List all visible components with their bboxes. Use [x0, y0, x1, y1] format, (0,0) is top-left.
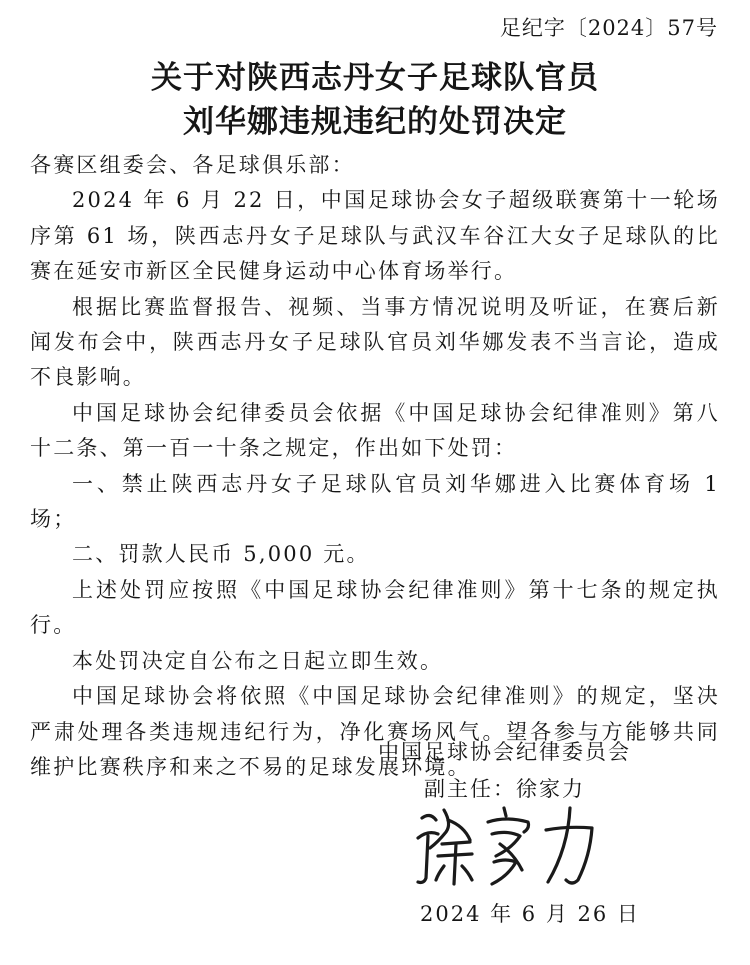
paragraph-effective: 本处罚决定自公布之日起立即生效。 — [72, 648, 444, 673]
paragraph-execution: 上述处罚应按照《中国足球协会纪律准则》第十七条的规定执行。 — [30, 577, 720, 638]
handwritten-signature — [408, 800, 608, 890]
paragraph-penalty-ban: 一、禁止陕西志丹女子足球队官员刘华娜进入比赛体育场 1 场； — [30, 471, 720, 532]
signature-role: 副主任：徐家力 — [424, 777, 585, 801]
paragraph-closing: 中国足球协会将依照《中国足球协会纪律准则》的规定，坚决严肃处理各类违规违纪行为，净化赛场风气。望各参与方能够共同维护比赛秩序和来之不易的足球发展环境。 — [30, 684, 720, 779]
paragraph-penalty-fine: 二、罚款人民币 5,000 元。 — [72, 542, 370, 567]
handwritten-signature-graphic — [408, 800, 608, 890]
paragraph-match-info: 2024 年 6 月 22 日，中国足球协会女子超级联赛第十一轮场序第 61 场，陕西志丹女子足球队与武汉车谷江大女子足球队的比赛在延安市新区全民健身运动中心体育场举行。 — [30, 188, 720, 284]
paragraph-incident: 根据比赛监督报告、视频、当事方情况说明及听证，在赛后新闻发布会中，陕西志丹女子足球队官员刘华娜发表不当言论，造成不良影响。 — [30, 294, 720, 390]
document-body — [30, 148, 720, 785]
paragraph-basis: 中国足球协会纪律委员会依据《中国足球协会纪律准则》第八十二条、第一百一十条之规定，作出如下处罚： — [30, 400, 720, 461]
signature-date: 2024 年 6 月 26 日 — [420, 902, 640, 926]
document-title-line-1: 关于对陕西志丹女子足球队官员 — [151, 60, 599, 96]
signature-organization: 中国足球协会纪律委员会 — [378, 740, 631, 764]
document-title-line-2: 刘华娜违规违纪的处罚决定 — [183, 104, 567, 140]
salutation: 各赛区组委会、各足球俱乐部： — [30, 153, 355, 177]
document-number: 足纪字〔2024〕57号 — [499, 16, 718, 40]
